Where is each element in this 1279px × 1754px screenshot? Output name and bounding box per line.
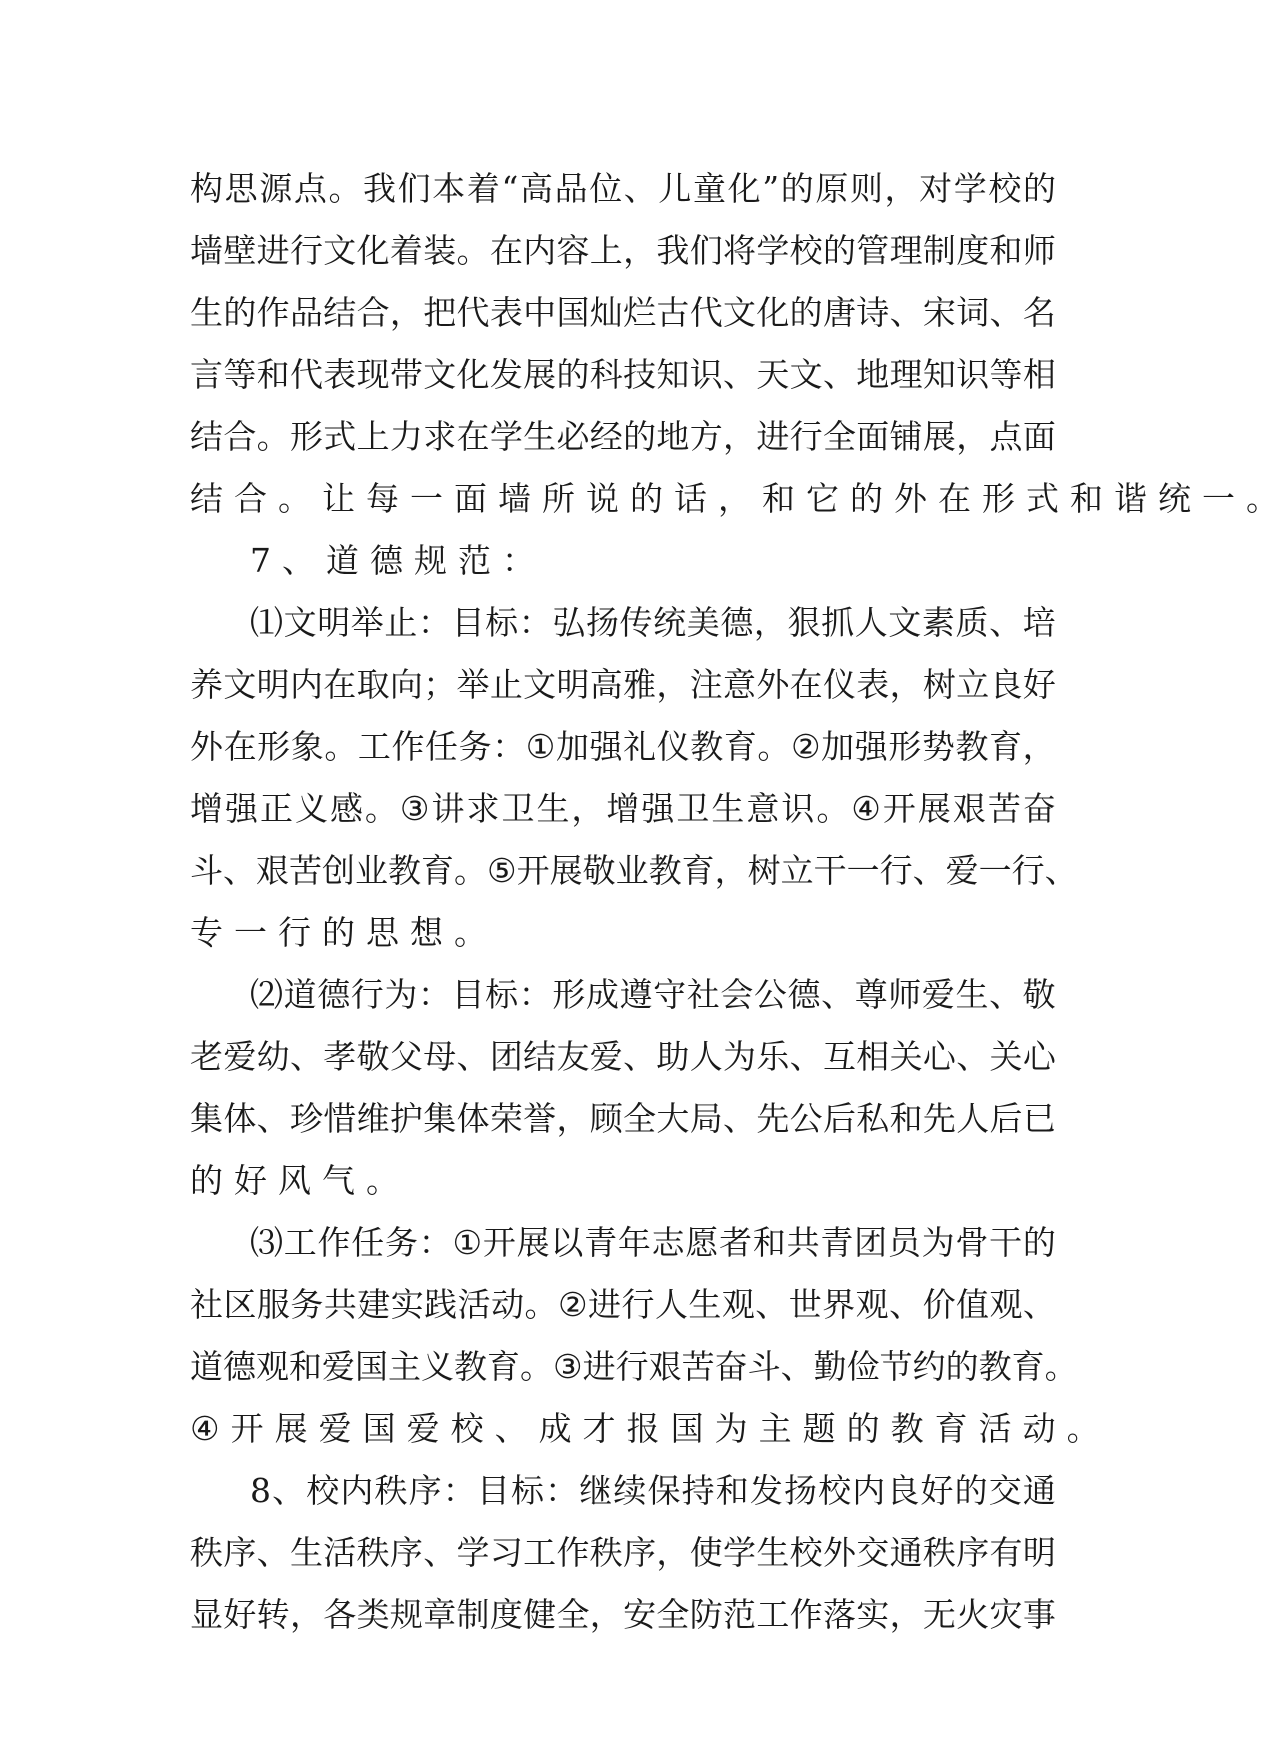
text-line: 老 爱 幼 、 孝 敬 父 母 、 团 结 友 爱 、 助 人 为 乐 、 互 相 关 心 、 关 心: [190, 1037, 1056, 1076]
text-line: 社 区 服 务 共 建 实 践 活 动 。 ② 进 行 人 生 观 、 世 界 观 、 价 值 观 、: [190, 1285, 1056, 1324]
text-line: 集 体 、 珍 惜 维 护 集 体 荣 誉 ， 顾 全 大 局 、 先 公 后 私 和 先 人 后 已: [190, 1099, 1056, 1138]
text-line: 8 、 校 内 秩 序 ： 目 标 ： 继 续 保 持 和 发 扬 校 内 良 好 的 交 通: [250, 1471, 1056, 1510]
text-line: ④ 开 展 爱 国 爱 校 、 成 才 报 国 为 主 题 的 教 育 活 动 。: [190, 1409, 1100, 1448]
document-body: [190, 158, 1279, 1646]
text-line: 的 好 风 气 。: [190, 1161, 399, 1200]
text-line: ⑴ 文 明 举 止 ： 目 标 ： 弘 扬 传 统 美 德 ， 狠 抓 人 文 素 质 、 培: [250, 603, 1056, 642]
text-line: 养 文 明 内 在 取 向 ； 举 止 文 明 高 雅 ， 注 意 外 在 仪 表 ， 树 立 良 好: [190, 665, 1056, 704]
text-line: 生 的 作 品 结 合 ， 把 代 表 中 国 灿 烂 古 代 文 化 的 唐 诗 、 宋 词 、 名: [190, 293, 1056, 332]
text-line: 道 德 观 和 爱 国 主 义 教 育 。 ③ 进 行 艰 苦 奋 斗 、 勤 俭 节 约 的 教 育 。: [190, 1347, 1078, 1386]
text-line: 斗 、 艰 苦 创 业 教 育 。 ⑤ 开 展 敬 业 教 育 ， 树 立 干 一 行 、 爱 一 行 、: [190, 851, 1078, 890]
text-line: 结 合 。 形 式 上 力 求 在 学 生 必 经 的 地 方 ， 进 行 全 面 铺 展 ， 点 面: [190, 417, 1056, 456]
text-line: 外 在 形 象 。 工 作 任 务 ： ① 加 强 礼 仪 教 育 。 ② 加 强 形 势 教 育 ，: [190, 727, 1056, 766]
text-line: 显 好 转 ， 各 类 规 章 制 度 健 全 ， 安 全 防 范 工 作 落 实 ， 无 火 灾 事: [190, 1595, 1056, 1634]
text-line: 结 合 。 让 每 一 面 墙 所 说 的 话 ， 和 它 的 外 在 形 式 和 谐 统 一 。: [190, 479, 1279, 518]
text-line: 增 强 正 义 感 。 ③ 讲 求 卫 生 ， 增 强 卫 生 意 识 。 ④ 开 展 艰 苦 奋: [190, 789, 1056, 828]
text-line: 构 思 源 点 。 我 们 本 着 “ 高 品 位 、 儿 童 化 ” 的 原 则 ， 对 学 校 的: [190, 169, 1056, 208]
text-line: 言 等 和 代 表 现 带 文 化 发 展 的 科 技 知 识 、 天 文 、 地 理 知 识 等 相: [190, 355, 1056, 394]
text-line: 墙 壁 进 行 文 化 着 装 。 在 内 容 上 ， 我 们 将 学 校 的 管 理 制 度 和 师: [190, 231, 1056, 270]
text-line: 7 、 道 德 规 范 ：: [250, 541, 535, 580]
text-line: ⑶ 工 作 任 务 ： ① 开 展 以 青 年 志 愿 者 和 共 青 团 员 为 骨 干 的: [250, 1223, 1056, 1262]
text-line: 秩 序 、 生 活 秩 序 、 学 习 工 作 秩 序 ， 使 学 生 校 外 交 通 秩 序 有 明: [190, 1533, 1056, 1572]
text-line: ⑵ 道 德 行 为 ： 目 标 ： 形 成 遵 守 社 会 公 德 、 尊 师 爱 生 、 敬: [250, 975, 1056, 1014]
text-line: 专 一 行 的 思 想 。: [190, 913, 487, 952]
